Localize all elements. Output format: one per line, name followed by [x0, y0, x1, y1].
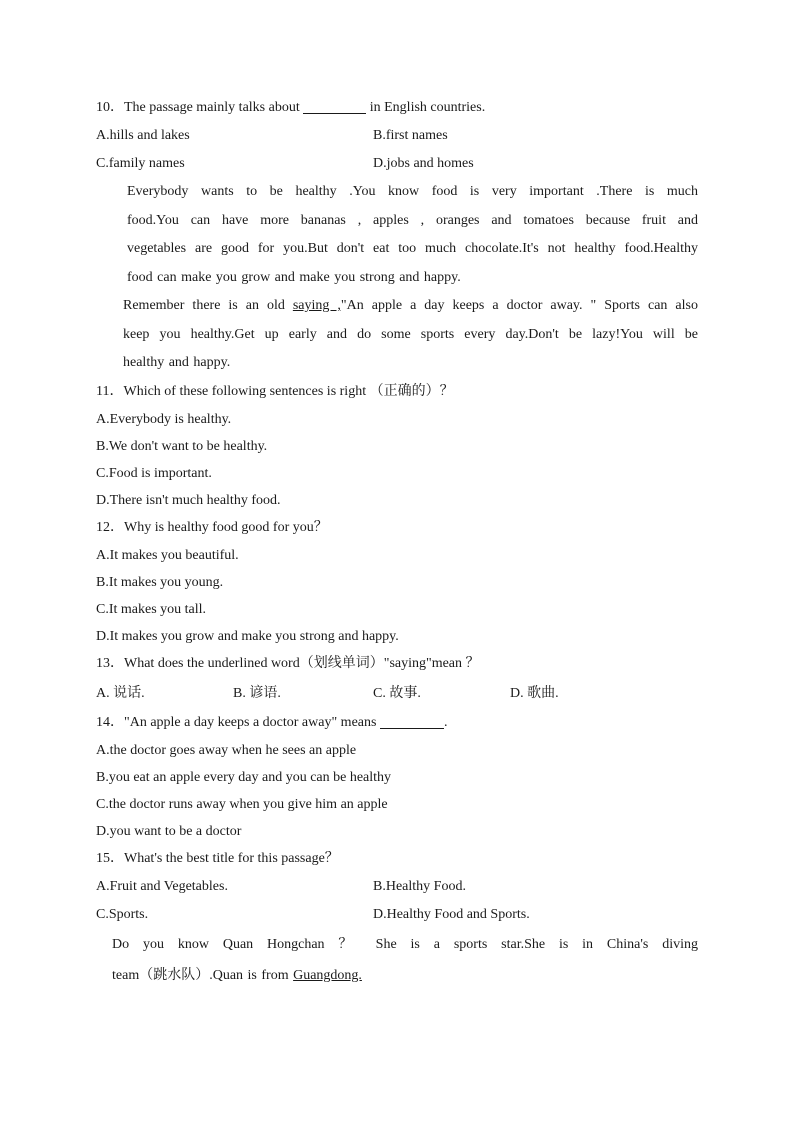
question-text: .	[443, 714, 448, 730]
underlined-word: Guangdong.	[293, 967, 362, 983]
passage-line: keep you healthy.Get up early and do some sports every day.Don't be lazy!You will be	[123, 326, 698, 342]
question-12-stem: 12．Why is healthy food good for you？	[96, 519, 328, 535]
question-15-stem: 15．What's the best title for this passage？	[96, 850, 339, 866]
answer-blank	[303, 97, 366, 114]
option-c: C.Sports.	[96, 906, 149, 922]
option-a: A.Fruit and Vegetables.	[96, 878, 228, 894]
question-10-options-row-1	[96, 122, 698, 150]
passage-line: Everybody wants to be healthy .You know food is very important .There is much	[127, 184, 698, 199]
question-number: 10．	[96, 100, 124, 115]
question-text: in English countries.	[366, 100, 486, 115]
passage-paragraph-1	[96, 178, 698, 292]
option-c: C. 故事.	[373, 685, 421, 701]
option-b: B.We don't want to be healthy.	[96, 438, 268, 454]
option-d: D.you want to be a doctor	[96, 823, 242, 839]
answer-blank	[380, 712, 444, 729]
option-d: D.There isn't much healthy food.	[96, 492, 281, 508]
option-b: B.Healthy Food.	[373, 878, 466, 894]
option-d: D.Healthy Food and Sports.	[373, 906, 530, 922]
passage-line: food.You can have more bananas , apples , oranges and tomatoes because fruit and	[127, 212, 698, 228]
passage-line	[96, 960, 698, 991]
option-b: B.It makes you young.	[96, 574, 224, 590]
worksheet-page	[96, 94, 698, 991]
passage-line: vegetables are good for you.But don't eat too much chocolate.It's not healthy food.Healthy	[127, 241, 698, 256]
passage-line: healthy and happy.	[123, 355, 231, 370]
option-d: D.It makes you grow and make you strong and happy.	[96, 628, 399, 644]
question-10-options-row-2	[96, 150, 698, 178]
option-a: A.the doctor goes away when he sees an apple	[96, 742, 357, 758]
passage-text: team（跳水队）.Quan is from	[112, 967, 294, 983]
question-13-stem: 13．What does the underlined word（划线单词）"saying"mean ？	[96, 655, 480, 671]
passage-text: Remember there is an old	[123, 298, 293, 313]
next-passage-paragraph	[96, 929, 698, 991]
question-11-stem: 11．Which of these following sentences is right （正确的）？	[96, 383, 454, 399]
question-14-stem	[96, 709, 698, 737]
passage-line	[96, 292, 698, 321]
question-15-options-row-2	[96, 901, 698, 929]
passage-line: Do you know Quan Hongchan ？ She is a sports star.She is in China's diving	[112, 936, 698, 952]
passage-line: food can make you grow and make you strong and happy.	[127, 269, 461, 285]
question-text: The passage mainly talks about	[124, 100, 304, 115]
underlined-word: saying ,	[292, 298, 341, 313]
passage-paragraph-2	[96, 292, 698, 378]
option-c: C.It makes you tall.	[96, 601, 207, 617]
option-d: D. 歌曲.	[510, 685, 559, 701]
question-15-options-row-1	[96, 873, 698, 901]
option-c: C.the doctor runs away when you give him an apple	[96, 796, 388, 812]
option-a: A. 说话.	[96, 685, 145, 701]
option-b: B.first names	[373, 128, 448, 143]
option-d: D.jobs and homes	[373, 156, 474, 171]
option-a: A.hills and lakes	[96, 128, 190, 143]
passage-text: "An apple a day keeps a doctor away. " Sports can also	[340, 298, 698, 313]
option-c: C.family names	[96, 156, 185, 171]
option-b: B.you eat an apple every day and you can be healthy	[96, 769, 392, 785]
question-text: 14．"An apple a day keeps a doctor away" means	[96, 714, 380, 730]
option-a: A.Everybody is healthy.	[96, 411, 232, 427]
option-c: C.Food is important.	[96, 465, 212, 481]
question-13-options	[96, 678, 698, 709]
question-10-stem	[96, 94, 698, 122]
option-a: A.It makes you beautiful.	[96, 547, 239, 563]
option-b: B. 谚语.	[233, 685, 281, 701]
